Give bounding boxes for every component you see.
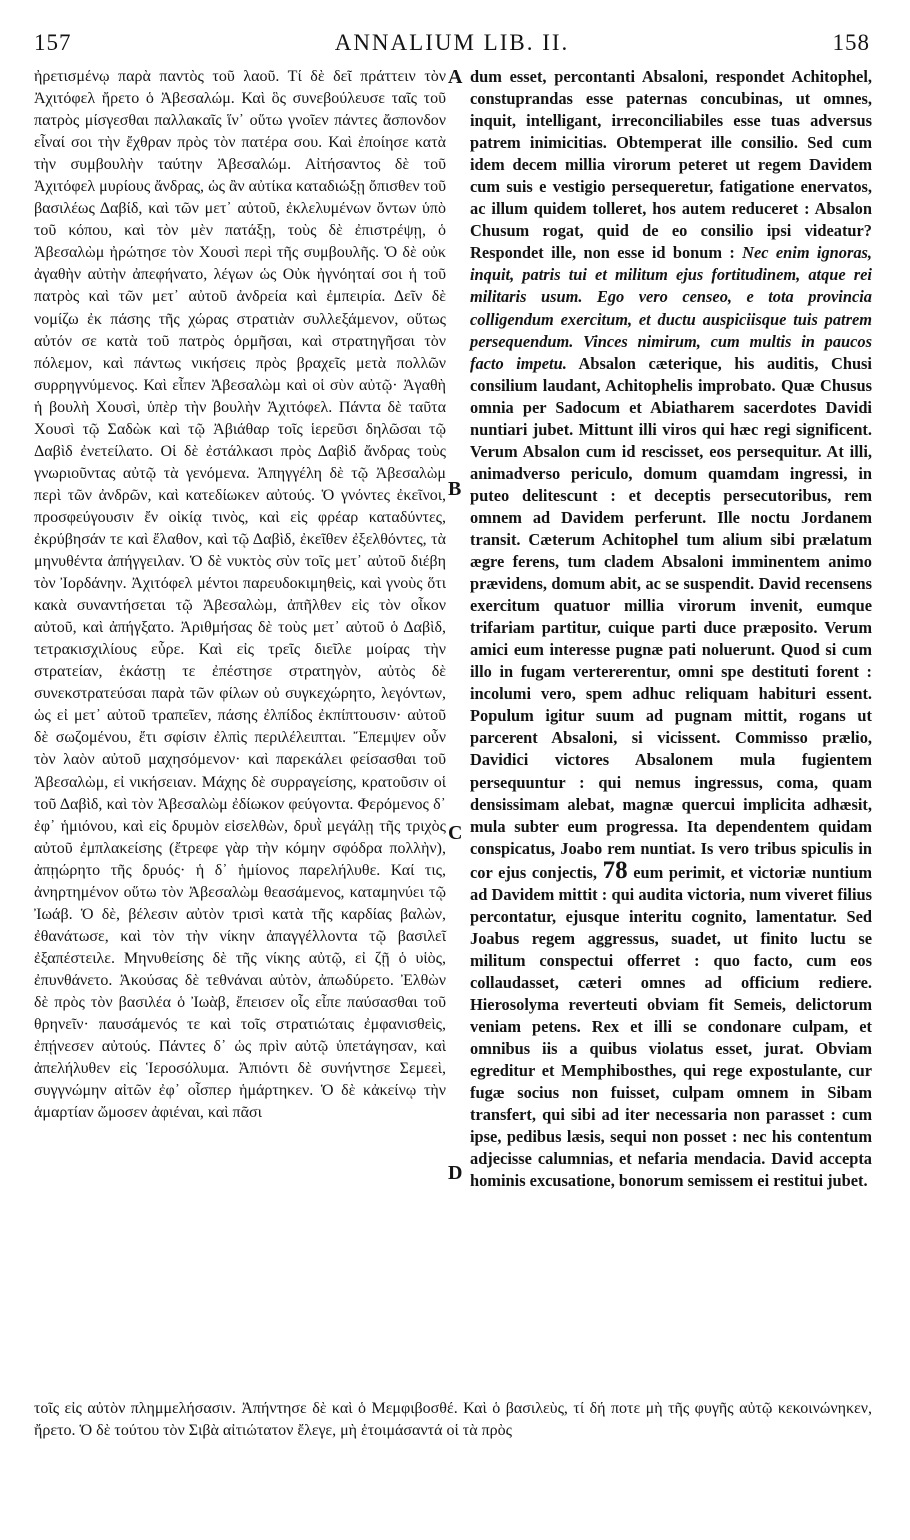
latin-text-part-3: eum perimit, et victoriæ nuntium ad Davidem mittit : qui audita victoria, num viveret filius percontatur, ejusque interitu cognito, lamentatur. Sed Joabus regem aggressus, suadet, ut finito luctu se militum conspectui offerret : quo facto, cum eos collaudasset, cæteri omnes ad officium rediere. Hierosolyma reverteuti obviam fit Semeis, delictorum veniam petens. Rex et illi se condonare culpam, et omnibus iis a quibus violatus esset, jurat. Obviam egreditur et Memphibosthes, qui rege expostulante, cur fugæ socius non fuisset, culpam omnem in Sibam transfert, qui sibi ad iter necessaria non parasset : cum ipse, pedibus læsis, sequi non posset : nec his contentum adjecisse calumnias, et nefaria mendacia. David accepta hominis excusatione, bonorum semissem ei restitui jubet. [470,862,872,1191]
running-head: ANNALIUM LIB. II. [334,30,570,55]
greek-tail-line [34,1398,872,1442]
marginal-number: 78 [602,856,628,884]
greek-column [34,66,446,1124]
latin-text-italic-speech: Nec enim ignoras, inquit, patris tui et militum ejus fortitudinem, atque rei militaris usum. Ego vero censeo, e tota provincia colligendum exercitum, et ductu auspiciisque tuis patrem persequendum. Vinces nimirum, cum multis in paucos facto impetu. [470,243,873,373]
page-header [34,30,870,62]
latin-column [470,66,872,1192]
margin-marker-b: B [448,478,462,500]
margin-marker-a: A [448,66,463,88]
margin-marker-c: C [448,822,463,844]
margin-marker-d: D [448,1162,463,1184]
margin-markers [444,66,470,1396]
greek-text: ἠρετισμένῳ παρὰ παντὸς τοῦ λαοῦ. Τί δὲ δεῖ πράττειν τὸν Ἀχιτόφελ ἤρετο ὁ Ἀβεσαλώμ. Καὶ ὃς συνεβούλευσε ταῖς τοῦ πατρὸς μίσγεσθαι παλλακαῖς ἵν᾽ οὕτω γνοῖεν πάντες ἄσπονδον εἶναί σοι τὴν ἔχθραν πρὸς τὸν πατέρα σου. Καὶ ἐποίησε κατὰ τὴν συμβουλὴν ταύτην Ἀβεσαλώμ. Αἰτήσαντος δὲ τοῦ Ἀχιτόφελ μυρίους ἄνδρας, ὡς ἂν αὐτίκα καταδιώξῃ ὄπισθεν τοῦ βασιλέως Δαβίδ, καὶ τῶν μετ᾽ αὐτοῦ, ἐκλελυμένων ὄντων ὑπὸ τοῦ κόπου, καὶ τὸν μὲν πατάξῃ, τοὺς δὲ ἐπιστρέψῃ, ὁ Ἀβεσαλὼμ ἠρώτησε τὸν Χουσὶ περὶ τῆς συμβουλῆς. Ὁ δὲ οὐκ ἀγαθὴν αὐτὴν ἀπεφήνατο, λέγων ὡς Οὐκ ἠγνόηταί σοι ἡ τοῦ πατρὸς καὶ τῶν μετ᾽ αὐτοῦ ἀνδρεία καὶ ἐμπειρία. Δεῖν δὲ νομίζω ἐκ πάσης τῆς χώρας στρατιὰν συλλεξάμενον, οὕτως αὐτόν σε κατὰ τοῦ πατρὸς ὁρμῆσαι, καὶ στρατηγῆσαι τὸν πόλεμον, καὶ πάντως νικήσεις πρὸς βραχεῖς μετὰ πολλῶν συρρηγνύμενος. Καὶ εἶπεν Ἀβεσαλὼμ καὶ οἱ σὺν αὐτῷ· Ἀγαθὴ ἡ βουλὴ Χουσὶ, ὑπὲρ τὴν βουλὴν Ἀχιτόφελ. Πάντα δὲ ταῦτα Χουσὶ τῷ Σαδὼκ καὶ τῷ Ἀβιάθαρ τοῖς ἱερεῦσι δηλῶσαι τῷ Δαβὶδ ἐνετείλατο. Οἱ δὲ ἐστάλκασι πρὸς Δαβὶδ ἄνδρας τοὺς γνωριοῦντας αὐτῷ τὰ γενόμενα. Ἀπηγγέλη δὲ τῷ Ἀβεσαλὼμ περὶ τῶν ἀνδρῶν, καὶ κατεδίωκεν αὐτούς. Ὁ γνόντες ἐκεῖνοι, προσφεύγουσιν ἔν οἰκίᾳ τινὸς, καὶ εἰς φρέαρ καταδύντες, ἐκρύβησάν τε καὶ ἔλαθον, καὶ τῷ Δαβὶδ, ἐκεῖθεν ἐξελθόντες, τὰ μηνυθέντα ἀπήγγειλαν. Ὁ δὲ νυκτὸς σὺν τοῖς μετ᾽ αὐτοῦ διέβη τὸν Ἰορδάνην. Ἀχιτόφελ μέντοι παρευδοκιμηθεὶς, καὶ γνοὺς ὅτι κακὰ συναντήσεται τῷ Ἀβεσαλὼμ, ἀπῆλθεν εἰς τὸν οἶκον αὐτοῦ, καὶ ἀπήγξατο. Ἀριθμήσας δὲ τοὺς μετ᾽ αὐτοῦ ὁ Δαβὶδ, τετρακισχιλίους εὗρε. Καὶ εἰς τρεῖς διεῖλε μοίρας τὴν στρατείαν, ἑκάστῃ τε ἐπέστησε στρατηγὸν, αὐτὸς δὲ συνεκστρατεύσαι παρὰ τῶν φίλων οὐ συγκεχώρητο, λεγόντων, ὡς εἰ μετ᾽ αὐτοῦ τραπεῖεν, πάσης ἐλπίδος ἐκπίπτουσιν· αὐτοῦ δὲ σωζομένου, ἔτι σφίσιν ἐλπὶς περιλέλειπται. Ἔπεμψεν οὖν τὸν λαὸν αὐτοῦ μαχησόμενον· καὶ παρεκάλει φείσασθαι τοῦ Ἀβεσαλὼμ, εἰ νικήσειαν. Μάχης δὲ συρραγείσης, κρατοῦσιν οἱ τοῦ Δαβὶδ, καὶ τὸν Ἀβεσαλὼμ ἐδίωκον φεύγοντα. Φερόμενος δ᾽ ἐφ᾽ ἡμιόνου, καὶ εἰς δρυμὸν εἰσελθὼν, δρυῒ μεγάλῃ τῆς τριχὸς αὐτοῦ ἐμπλακείσης (ἔτρεφε γὰρ τὴν κόμην σφόδρα πολλὴν), ἀπῃώρητο τῆς δρυός· ἡ δ᾽ ἡμίονος παρελήλυθε. Καί τις, ἀνηρτημένον οὕτω τὸν Ἀβεσαλὼμ θεασάμενος, καταμηνύει τῷ Ἰωάβ. Ὁ δὲ, βέλεσιν αὐτὸν τρισὶ κατὰ τῆς καρδίας βαλὼν, ἐθανάτωσε, καὶ τὸν τὴν νίκην ἀπαγγέλλοντα τῷ βασιλεῖ ἐξαπέστειλε. Μηνυθείσης δὲ τῆς νίκης αὐτῷ, εἰ ζῇ ὁ υἱὸς, ἐπυνθάνετο. Ἀκούσας δὲ τεθνάναι αὐτὸν, ἀπωδύρετο. Ἐλθὼν δὲ πρὸς τὸν βασιλέα ὁ Ἰωὰβ, ἔπεισεν οἷς εἶπε παύσασθαι τοῦ θρηνεῖν· παυσάμενός τε καὶ τοῖς στρατιώταις ἐμφανισθεὶς, ἐπῄνεσεν αὐτούς. Πάντες δ᾽ ὡς πρὶν αὐτῷ ὑπετάγησαν, καὶ ἀπελήλυθεν εἰς Ἱεροσόλυμα. Ἀπιόντι δὲ συνήντησε Σεμεεὶ, συγγνώμην αἰτῶν ἐφ᾽ οἷσπερ ἡμάρτηκεν. Ὁ δὲ κἀκείνῳ τὴν ἁμαρτίαν ὤμοσεν ἀφιέναι, καὶ πᾶσι [34,68,446,1122]
latin-text-part-2: Absalon cæterique, his auditis, Chusi consilium laudant, Achitophelis improbato. Quæ Chusus omnia per Sadocum et Abiatharem sacerdotes Davidi nuntiari jubet. Mittunt illi viros qui hæc regi significent. Verum Absalon cum id rescisset, eos persequitur. At illi, animadverso periculo, domum quamdam ingressi, in puteo delitescunt : et deceptis persecutoribus, rem omnem ad Davidem perferunt. Ille noctu Jordanem transit. Cæterum Achitophel tum alium sibi prælatum ægre ferens, tum cladem Absaloni imminentem animo prævidens, domum abit, ac se suspendit. David recensens exercitum quatuor millia virorum invenit, eumque trifariam partitur, cuique parti duce præposito. Verum amici eum interesse pugnæ pati noluerunt. Quod si cum illo in fugam vertererentur, omni spe destituti forent : incolumi vero, spem adhuc reliquam habituri essent. Populum igitur suum ad pugnam mittit, rogans ut parcerent Absaloni, si vicissent. Commisso prælio, Davidici victores Absalonem mula fugientem persequuntur : qui nemus ingressus, coma, quam densissimam alebat, magnæ quercui implicita adhæsit, mula subter eum progressa. Ita dependentem quidam conspicatus, Joabo rem nuntiat. Is vero tribus spiculis in cor ejus conjectis, [470,353,872,882]
greek-tail-text: τοῖς εἰς αὐτὸν πλημμελήσασιν. Ἀπήντησε δὲ καὶ ὁ Μεμφιβοσθέ. Καὶ ὁ βασιλεὺς, τί δή ποτε μὴ τῆς φυγῆς αὐτῷ κεκοινώνηκεν, ἤρετο. Ὁ δὲ τούτου τὸν Σιβὰ αἰτιώτατον ἔλεγε, μὴ ἑτοιμάσαντά οἱ τὰ πρὸς [34,1400,872,1440]
latin-text-part-1: dum esset, percontanti Absaloni, respondet Achitophel, constuprandas esse paternas concubinas, ut omnes, inquit, intelligant, irreconciliabiles esse tuas adversus patrem inimicitias. Obtemperat ille consilio. Sed cum idem decem millia virorum peteret ut regem Davidem cum suis e vestigio persequeretur, fatigatione enervatos, ac illum quidem tolleret, hos autem reduceret : Absalon Chusum rogat, quid de eo consilio ipsi videatur? Respondet ille, non esse id bonum : [470,67,872,263]
latin-text [470,66,872,1192]
page-number-right: 158 [832,30,870,55]
page-number-left: 157 [34,30,72,55]
